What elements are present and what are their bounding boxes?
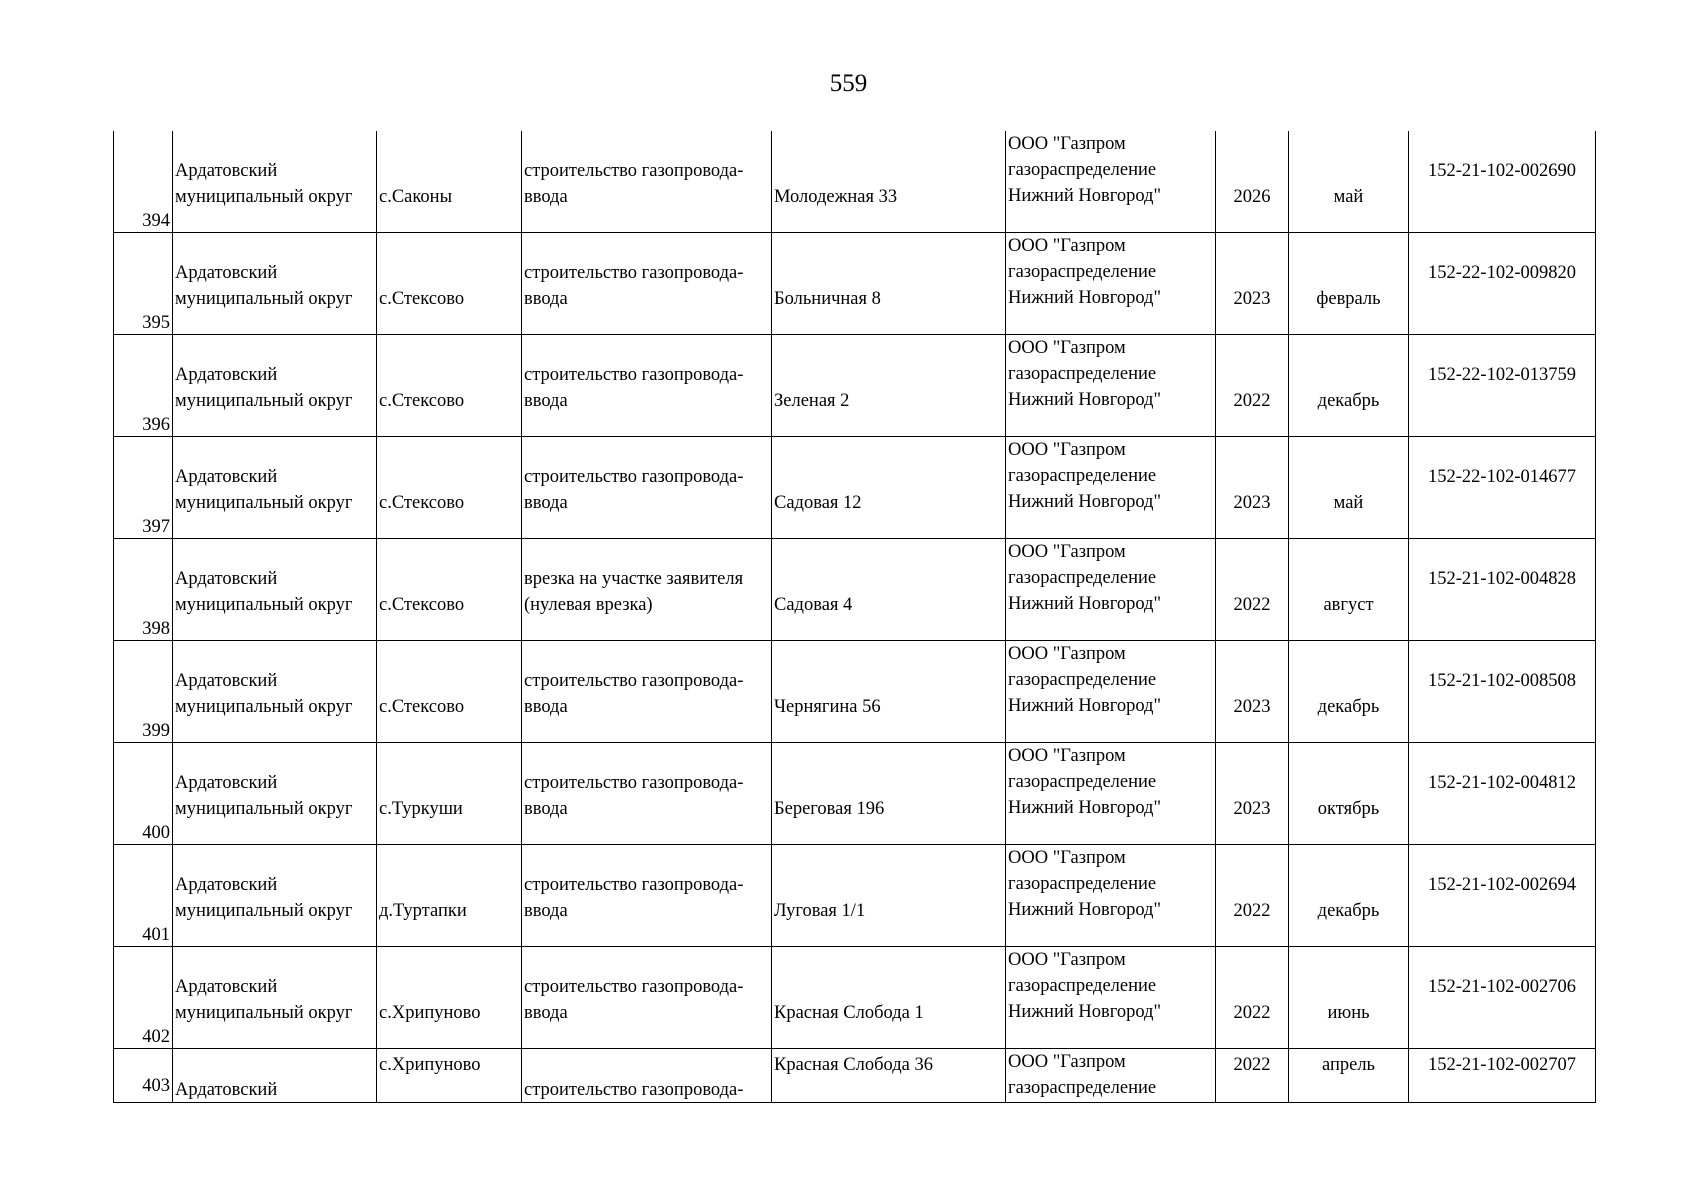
table-row	[114, 947, 1596, 1049]
address-cell	[772, 335, 1006, 437]
organization-cell	[1006, 641, 1216, 743]
work-type-cell	[522, 845, 772, 947]
organization-cell	[1006, 437, 1216, 539]
row-number: 394	[142, 211, 170, 231]
year-cell	[1216, 641, 1289, 743]
application-id-cell	[1409, 1049, 1596, 1103]
application-id-text: 152-22-102-014677	[1428, 467, 1576, 487]
application-id-text: 152-22-102-013759	[1428, 365, 1576, 385]
month-text: август	[1323, 595, 1374, 615]
place-cell	[377, 233, 522, 335]
year-cell	[1216, 539, 1289, 641]
place-text: с.Саконы	[379, 187, 453, 207]
application-id-text: 152-21-102-002706	[1428, 977, 1576, 997]
month-cell	[1289, 641, 1409, 743]
table-row	[114, 641, 1596, 743]
application-id-cell	[1409, 131, 1596, 233]
table-row	[114, 1049, 1596, 1103]
place-text: с.Стексово	[379, 595, 465, 615]
address-cell	[772, 947, 1006, 1049]
work-type-cell	[522, 947, 772, 1049]
place-cell	[377, 947, 522, 1049]
address-cell	[772, 233, 1006, 335]
district-text: Ардатовский муниципальный округ	[175, 773, 353, 819]
year-cell	[1216, 845, 1289, 947]
address-text: Береговая 196	[774, 799, 885, 819]
district-text: Ардатовский муниципальный округ	[175, 263, 353, 309]
month-cell	[1289, 437, 1409, 539]
place-cell	[377, 539, 522, 641]
application-id-cell	[1409, 335, 1596, 437]
register-table	[113, 131, 1596, 1103]
row-number: 400	[142, 823, 170, 843]
place-cell	[377, 335, 522, 437]
month-text: декабрь	[1317, 697, 1380, 717]
address-cell	[772, 641, 1006, 743]
year-text: 2023	[1233, 289, 1271, 309]
place-text: с.Хрипуново	[379, 1055, 481, 1075]
month-cell	[1289, 947, 1409, 1049]
table-row	[114, 539, 1596, 641]
row-number: 403	[142, 1076, 170, 1096]
place-text: с.Стексово	[379, 493, 465, 513]
application-id-text: 152-22-102-009820	[1428, 263, 1576, 283]
district-cell	[173, 1049, 377, 1103]
month-cell	[1289, 131, 1409, 233]
row-number-cell	[114, 1049, 173, 1103]
year-cell	[1216, 1049, 1289, 1103]
row-number-cell	[114, 641, 173, 743]
work-type-cell	[522, 743, 772, 845]
address-text: Зеленая 2	[774, 391, 850, 411]
year-text: 2022	[1233, 1003, 1271, 1023]
year-text: 2023	[1233, 493, 1271, 513]
address-text: Красная Слобода 36	[774, 1055, 933, 1075]
month-text: май	[1333, 187, 1364, 207]
place-cell	[377, 641, 522, 743]
table-row	[114, 131, 1596, 233]
district-cell	[173, 947, 377, 1049]
district-cell	[173, 335, 377, 437]
district-cell	[173, 233, 377, 335]
work-type-text: строительство газопровода- ввода	[524, 161, 744, 207]
organization-cell	[1006, 335, 1216, 437]
year-text: 2022	[1233, 1055, 1271, 1075]
row-number: 396	[142, 415, 170, 435]
place-cell	[377, 845, 522, 947]
work-type-cell	[522, 437, 772, 539]
row-number-cell	[114, 845, 173, 947]
place-text: с.Стексово	[379, 697, 465, 717]
place-text: с.Хрипуново	[379, 1003, 481, 1023]
organization-cell	[1006, 233, 1216, 335]
month-cell	[1289, 845, 1409, 947]
month-text: апрель	[1322, 1055, 1375, 1075]
month-text: декабрь	[1317, 901, 1380, 921]
year-cell	[1216, 233, 1289, 335]
organization-cell	[1006, 1049, 1216, 1103]
month-cell	[1289, 1049, 1409, 1103]
district-text: Ардатовский муниципальный округ	[175, 671, 353, 717]
district-text: Ардатовский	[175, 1080, 278, 1100]
organization-text: ООО "Газпром газораспределение Нижний Новгород"	[1008, 644, 1162, 716]
year-text: 2022	[1233, 391, 1271, 411]
application-id-text: 152-21-102-002690	[1428, 161, 1576, 181]
work-type-text: врезка на участке заявителя (нулевая врезка)	[524, 569, 744, 615]
organization-text: ООО "Газпром газораспределение Нижний Новгород"	[1008, 542, 1162, 614]
table-row	[114, 845, 1596, 947]
address-cell	[772, 743, 1006, 845]
place-cell	[377, 743, 522, 845]
work-type-cell	[522, 641, 772, 743]
application-id-text: 152-21-102-004812	[1428, 773, 1576, 793]
year-cell	[1216, 335, 1289, 437]
district-cell	[173, 539, 377, 641]
work-type-text: строительство газопровода- ввода	[524, 263, 744, 309]
month-text: июнь	[1327, 1003, 1370, 1023]
address-cell	[772, 845, 1006, 947]
work-type-cell	[522, 131, 772, 233]
district-text: Ардатовский муниципальный округ	[175, 875, 353, 921]
table-row	[114, 233, 1596, 335]
application-id-cell	[1409, 743, 1596, 845]
application-id-cell	[1409, 641, 1596, 743]
organization-cell	[1006, 947, 1216, 1049]
organization-cell	[1006, 743, 1216, 845]
month-text: декабрь	[1317, 391, 1380, 411]
year-cell	[1216, 743, 1289, 845]
year-text: 2022	[1233, 901, 1271, 921]
work-type-text: строительство газопровода- ввода	[524, 773, 744, 819]
place-text: с.Стексово	[379, 289, 465, 309]
work-type-text: строительство газопровода- ввода	[524, 365, 744, 411]
row-number: 397	[142, 517, 170, 537]
row-number: 395	[142, 313, 170, 333]
table-row	[114, 335, 1596, 437]
work-type-text: строительство газопровода- ввода	[524, 467, 744, 513]
work-type-cell	[522, 233, 772, 335]
row-number: 402	[142, 1027, 170, 1047]
year-cell	[1216, 131, 1289, 233]
row-number: 399	[142, 721, 170, 741]
address-text: Садовая 4	[774, 595, 853, 615]
year-cell	[1216, 437, 1289, 539]
application-id-cell	[1409, 233, 1596, 335]
place-text: с.Туркуши	[379, 799, 463, 819]
work-type-cell	[522, 539, 772, 641]
month-cell	[1289, 335, 1409, 437]
row-number-cell	[114, 335, 173, 437]
month-cell	[1289, 539, 1409, 641]
month-text: октябрь	[1317, 799, 1380, 819]
row-number-cell	[114, 947, 173, 1049]
address-text: Молодежная 33	[774, 187, 898, 207]
year-text: 2023	[1233, 697, 1271, 717]
place-cell	[377, 437, 522, 539]
row-number: 398	[142, 619, 170, 639]
year-text: 2022	[1233, 595, 1271, 615]
address-text: Садовая 12	[774, 493, 862, 513]
organization-text: ООО "Газпром газораспределение Нижний Новгород"	[1008, 746, 1162, 818]
address-text: Красная Слобода 1	[774, 1003, 924, 1023]
organization-cell	[1006, 845, 1216, 947]
district-text: Ардатовский муниципальный округ	[175, 161, 353, 207]
application-id-text: 152-21-102-002707	[1428, 1055, 1576, 1075]
row-number-cell	[114, 437, 173, 539]
month-text: февраль	[1316, 289, 1381, 309]
district-cell	[173, 641, 377, 743]
year-cell	[1216, 947, 1289, 1049]
application-id-text: 152-21-102-004828	[1428, 569, 1576, 589]
address-cell	[772, 539, 1006, 641]
organization-text: ООО "Газпром газораспределение Нижний Новгород"	[1008, 338, 1162, 410]
year-text: 2023	[1233, 799, 1271, 819]
district-text: Ардатовский муниципальный округ	[175, 365, 353, 411]
district-cell	[173, 845, 377, 947]
application-id-text: 152-21-102-002694	[1428, 875, 1576, 895]
work-type-text: строительство газопровода- ввода	[524, 875, 744, 921]
work-type-text: строительство газопровода- ввода	[524, 977, 744, 1023]
work-type-text: строительство газопровода-	[524, 1080, 744, 1100]
organization-text: ООО "Газпром газораспределение Нижний Новгород"	[1008, 848, 1162, 920]
row-number-cell	[114, 131, 173, 233]
address-text: Чернягина 56	[774, 697, 881, 717]
address-cell	[772, 437, 1006, 539]
district-cell	[173, 437, 377, 539]
row-number-cell	[114, 539, 173, 641]
district-cell	[173, 131, 377, 233]
application-id-cell	[1409, 845, 1596, 947]
table-row	[114, 437, 1596, 539]
organization-text: ООО "Газпром газораспределение Нижний Новгород"	[1008, 950, 1162, 1022]
district-text: Ардатовский муниципальный округ	[175, 977, 353, 1023]
organization-text: ООО "Газпром газораспределение Нижний Новгород"	[1008, 440, 1162, 512]
month-cell	[1289, 743, 1409, 845]
month-text: май	[1333, 493, 1364, 513]
organization-cell	[1006, 539, 1216, 641]
application-id-text: 152-21-102-008508	[1428, 671, 1576, 691]
address-text: Луговая 1/1	[774, 901, 866, 921]
row-number-cell	[114, 233, 173, 335]
table-row	[114, 743, 1596, 845]
district-text: Ардатовский муниципальный округ	[175, 569, 353, 615]
work-type-cell	[522, 1049, 772, 1103]
month-cell	[1289, 233, 1409, 335]
organization-text: ООО "Газпром газораспределение Нижний Новгород"	[1008, 236, 1162, 308]
application-id-cell	[1409, 947, 1596, 1049]
year-text: 2026	[1233, 187, 1271, 207]
row-number-cell	[114, 743, 173, 845]
organization-text: ООО "Газпром газораспределение	[1008, 1052, 1157, 1098]
district-cell	[173, 743, 377, 845]
address-cell	[772, 131, 1006, 233]
application-id-cell	[1409, 539, 1596, 641]
application-id-cell	[1409, 437, 1596, 539]
district-text: Ардатовский муниципальный округ	[175, 467, 353, 513]
row-number: 401	[142, 925, 170, 945]
work-type-text: строительство газопровода- ввода	[524, 671, 744, 717]
page-number: 559	[829, 70, 868, 97]
address-cell	[772, 1049, 1006, 1103]
place-text: д.Туртапки	[379, 901, 467, 921]
work-type-cell	[522, 335, 772, 437]
organization-text: ООО "Газпром газораспределение Нижний Новгород"	[1008, 134, 1162, 206]
place-cell	[377, 131, 522, 233]
place-text: с.Стексово	[379, 391, 465, 411]
address-text: Больничная 8	[774, 289, 881, 309]
organization-cell	[1006, 131, 1216, 233]
place-cell	[377, 1049, 522, 1103]
